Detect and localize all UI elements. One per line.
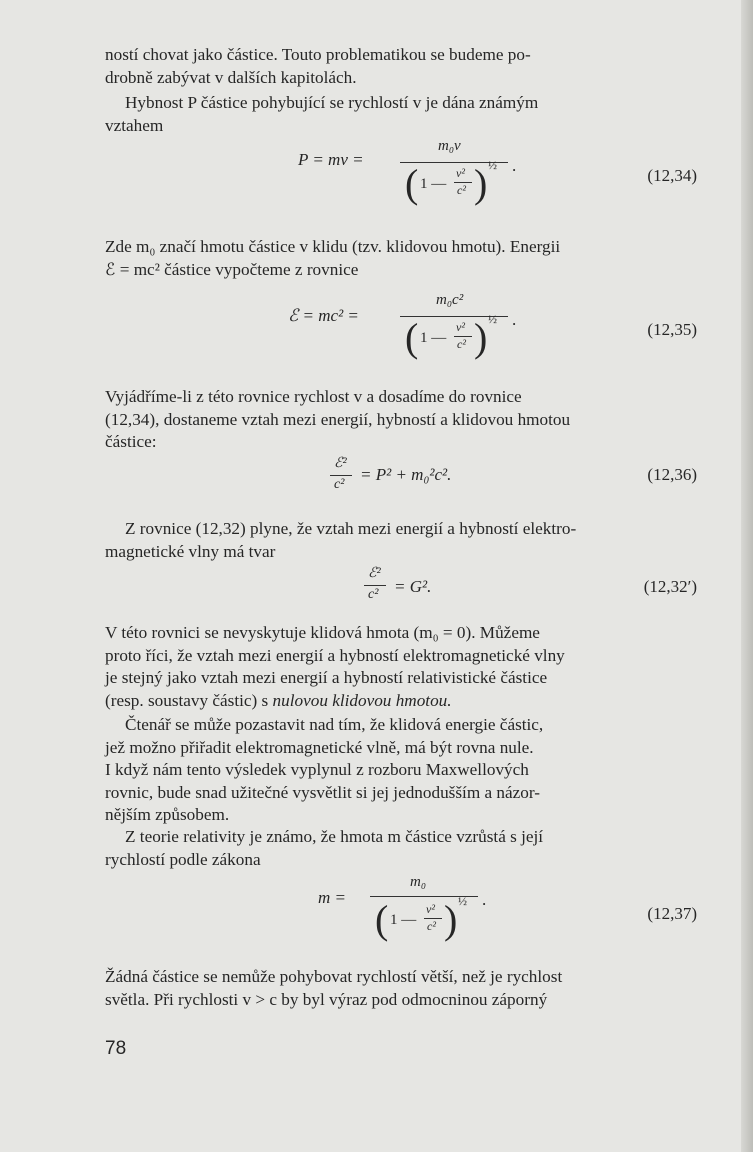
text-line: (12,34), dostaneme vztah mezi energií, hybností a klidovou hmotou	[105, 409, 571, 429]
paragraph-6	[105, 622, 697, 712]
paragraph-1	[105, 44, 697, 89]
eq-den-left: 1 —	[390, 912, 417, 928]
text-line: drobně zabývat v dalších kapitolách.	[105, 67, 357, 87]
text-line: proto říci, že vztah mezi energií a hybností elektromagnetické vlny	[105, 645, 565, 665]
text-line: I když nám tento výsledek vyplynul z rozboru Maxwellových	[105, 760, 529, 779]
paren-right: )	[474, 315, 488, 360]
eq-frac-num: ℰ²	[368, 566, 381, 581]
italic-phrase: nulovou klidovou hmotou.	[272, 690, 452, 710]
text-line: nějším způsobem.	[105, 805, 230, 824]
paren-left: (	[375, 897, 389, 942]
eq-numerator: m₀	[410, 874, 427, 890]
text-line: ností chovat jako částice. Touto problematikou se budeme po-	[105, 45, 531, 64]
equation-12-37	[0, 874, 697, 954]
text-line: je stejný jako vztah mezi energií a hybností relativistické částice	[105, 668, 548, 687]
eq-den-frac-num: v²	[456, 166, 465, 180]
eq-rhs: = G².	[394, 577, 432, 596]
eq-rhs: = P² + m₀²c².	[360, 465, 452, 484]
text-line: ℰ = mc² částice vypočteme z rovnice	[105, 259, 359, 279]
eq-den-frac-den: c²	[427, 919, 436, 933]
equation-label: (12,37)	[647, 904, 697, 923]
text-line: vztahem	[105, 115, 164, 135]
eq-den-left: 1 —	[420, 176, 447, 192]
text-line: částice:	[105, 432, 157, 451]
text-line: rychlostí podle zákona	[105, 849, 261, 869]
text-line: Zde m₀ značí hmotu částice v klidu (tzv. klidovou hmotu). Energii	[105, 237, 561, 256]
eq-exponent: ½	[488, 312, 497, 326]
equation-label: (12,34)	[647, 166, 697, 185]
fraction-bar	[364, 585, 386, 586]
paragraph-5	[105, 518, 697, 563]
eq-den-frac-num: v²	[426, 902, 435, 916]
eq-exponent: ½	[488, 158, 497, 172]
eq-frac-den: c²	[368, 587, 379, 602]
eq-lhs: m =	[318, 888, 346, 907]
eq-lhs: P = mv =	[298, 150, 364, 169]
text-line: Z rovnice (12,32) plyne, že vztah mezi energií a hybností elektro-	[125, 519, 577, 538]
paren-right: )	[444, 897, 458, 942]
text-line: Žádná částice se nemůže pohybovat rychlostí větší, než je rychlost	[105, 967, 563, 986]
page-edge	[741, 0, 753, 1152]
text-line: světla. Při rychlosti v > c by byl výraz pod odmocninou záporný	[105, 989, 548, 1009]
text-line: Vyjádříme-li z této rovnice rychlost v a dosadíme do rovnice	[105, 387, 522, 406]
fraction-bar	[330, 475, 352, 476]
text-line: Z teorie relativity je známo, že hmota m částice vzrůstá s její	[125, 827, 544, 846]
eq-dot: .	[512, 310, 517, 329]
eq-exponent: ½	[458, 894, 467, 908]
eq-den-frac-den: c²	[457, 337, 466, 351]
paren-left: (	[405, 315, 419, 360]
paragraph-8	[105, 826, 697, 871]
eq-dot: .	[512, 156, 517, 175]
eq-dot: .	[482, 890, 487, 909]
equation-12-34	[0, 138, 697, 218]
text-line	[105, 690, 697, 713]
paragraph-4	[105, 386, 697, 454]
text-line: magnetické vlny má tvar	[105, 541, 276, 561]
equation-12-35	[0, 292, 697, 372]
equation-label: (12,35)	[647, 320, 697, 339]
text-line: rovnic, bude snad užitečné vysvětlit si jej jednodušším a názor-	[105, 782, 540, 802]
page-number: 78	[105, 1038, 127, 1059]
paragraph-3	[105, 236, 697, 281]
paren-right: )	[474, 161, 488, 206]
paragraph-9	[105, 966, 697, 1011]
eq-den-left: 1 —	[420, 330, 447, 346]
paragraph-7	[105, 714, 697, 827]
text-line: V této rovnici se nevyskytuje klidová hmota (m₀ = 0). Můžeme	[105, 623, 540, 642]
eq-numerator: m₀c²	[436, 292, 464, 308]
text-line: jež možno přiřadit elektromagnetické vlně, má být rovna nule.	[105, 737, 534, 757]
eq-den-frac-num: v²	[456, 320, 465, 334]
eq-lhs: ℰ = mc² =	[288, 306, 359, 325]
paragraph-2	[105, 92, 697, 137]
eq-numerator: m₀v	[438, 138, 461, 154]
equation-label: (12,32′)	[643, 577, 697, 596]
text-line: Hybnost P částice pohybující se rychlostí v je dána známým	[125, 93, 539, 112]
text-line: Čtenář se může pozastavit nad tím, že klidová energie částic,	[125, 715, 544, 734]
paren-left: (	[405, 161, 419, 206]
text-span: (resp. soustavy částic) s	[105, 690, 273, 710]
eq-frac-den: c²	[334, 477, 345, 492]
equation-label: (12,36)	[647, 465, 697, 484]
eq-frac-num: ℰ²	[334, 456, 347, 471]
eq-den-frac-den: c²	[457, 183, 466, 197]
